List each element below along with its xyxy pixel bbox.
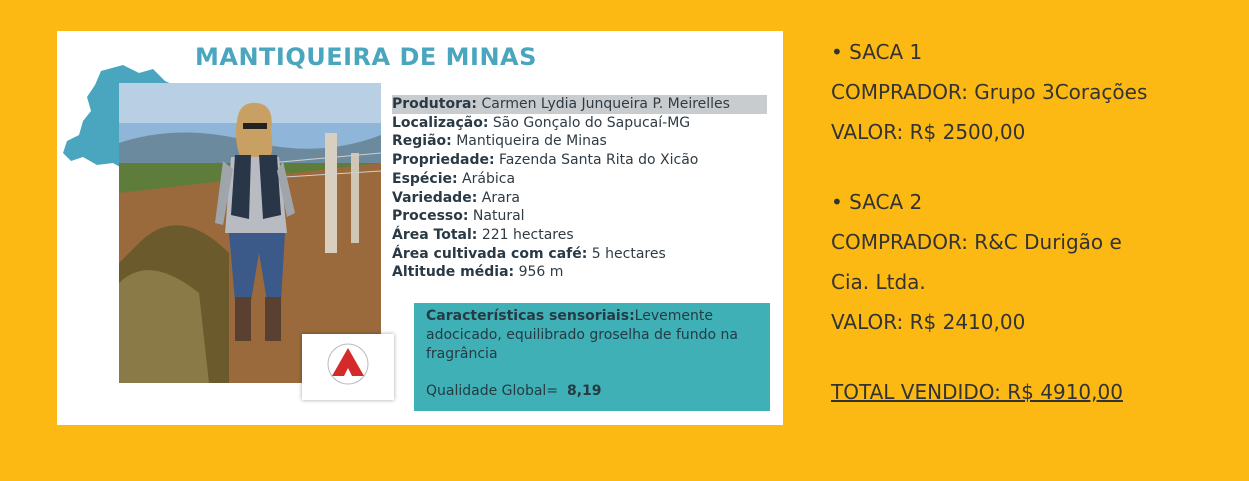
info-row-cultivated-area: Área cultivada com café: 5 hectares — [392, 245, 666, 262]
info-row-variety: Variedade: Arara — [392, 189, 521, 206]
total-sold: TOTAL VENDIDO: R$ 4910,00 — [831, 380, 1123, 404]
info-row-location: Localização: São Gonçalo do Sapucaí-MG — [392, 114, 691, 131]
info-row-property: Propriedade: Fazenda Santa Rita do Xicão — [392, 152, 699, 169]
info-row-altitude: Altitude média: 956 m — [392, 264, 564, 281]
card-title: MANTIQUEIRA DE MINAS — [195, 43, 537, 71]
saca1-buyer: COMPRADOR: Grupo 3Corações — [831, 80, 1148, 104]
saca2-buyer-line1: COMPRADOR: R&C Durigão e — [831, 230, 1122, 254]
quality-score: Qualidade Global= 8,19 — [426, 383, 602, 399]
info-row-region: Região: Mantiqueira de Minas — [392, 133, 607, 150]
saca2-title: • SACA 2 — [831, 190, 923, 214]
info-row-species: Espécie: Arábica — [392, 170, 516, 187]
sensory-box — [414, 303, 770, 411]
logo — [302, 334, 394, 400]
producer-card — [57, 31, 783, 425]
info-row-process: Processo: Natural — [392, 208, 525, 225]
producer-info — [392, 95, 767, 282]
sales-summary — [831, 37, 1231, 417]
saca1-value: VALOR: R$ 2500,00 — [831, 120, 1026, 144]
saca2-buyer-line2: Cia. Ltda. — [831, 270, 926, 294]
saca1-title: • SACA 1 — [831, 40, 923, 64]
info-row-producer: Produtora: Carmen Lydia Junqueira P. Meirelles — [392, 95, 767, 114]
info-row-total-area: Área Total: 221 hectares — [392, 226, 574, 243]
sensory-description: Características sensoriais:Levemente adocicado, equilibrado groselha de fundo na fragrância — [426, 308, 738, 362]
triangle-logo-icon — [302, 334, 394, 400]
saca2-value: VALOR: R$ 2410,00 — [831, 310, 1026, 334]
